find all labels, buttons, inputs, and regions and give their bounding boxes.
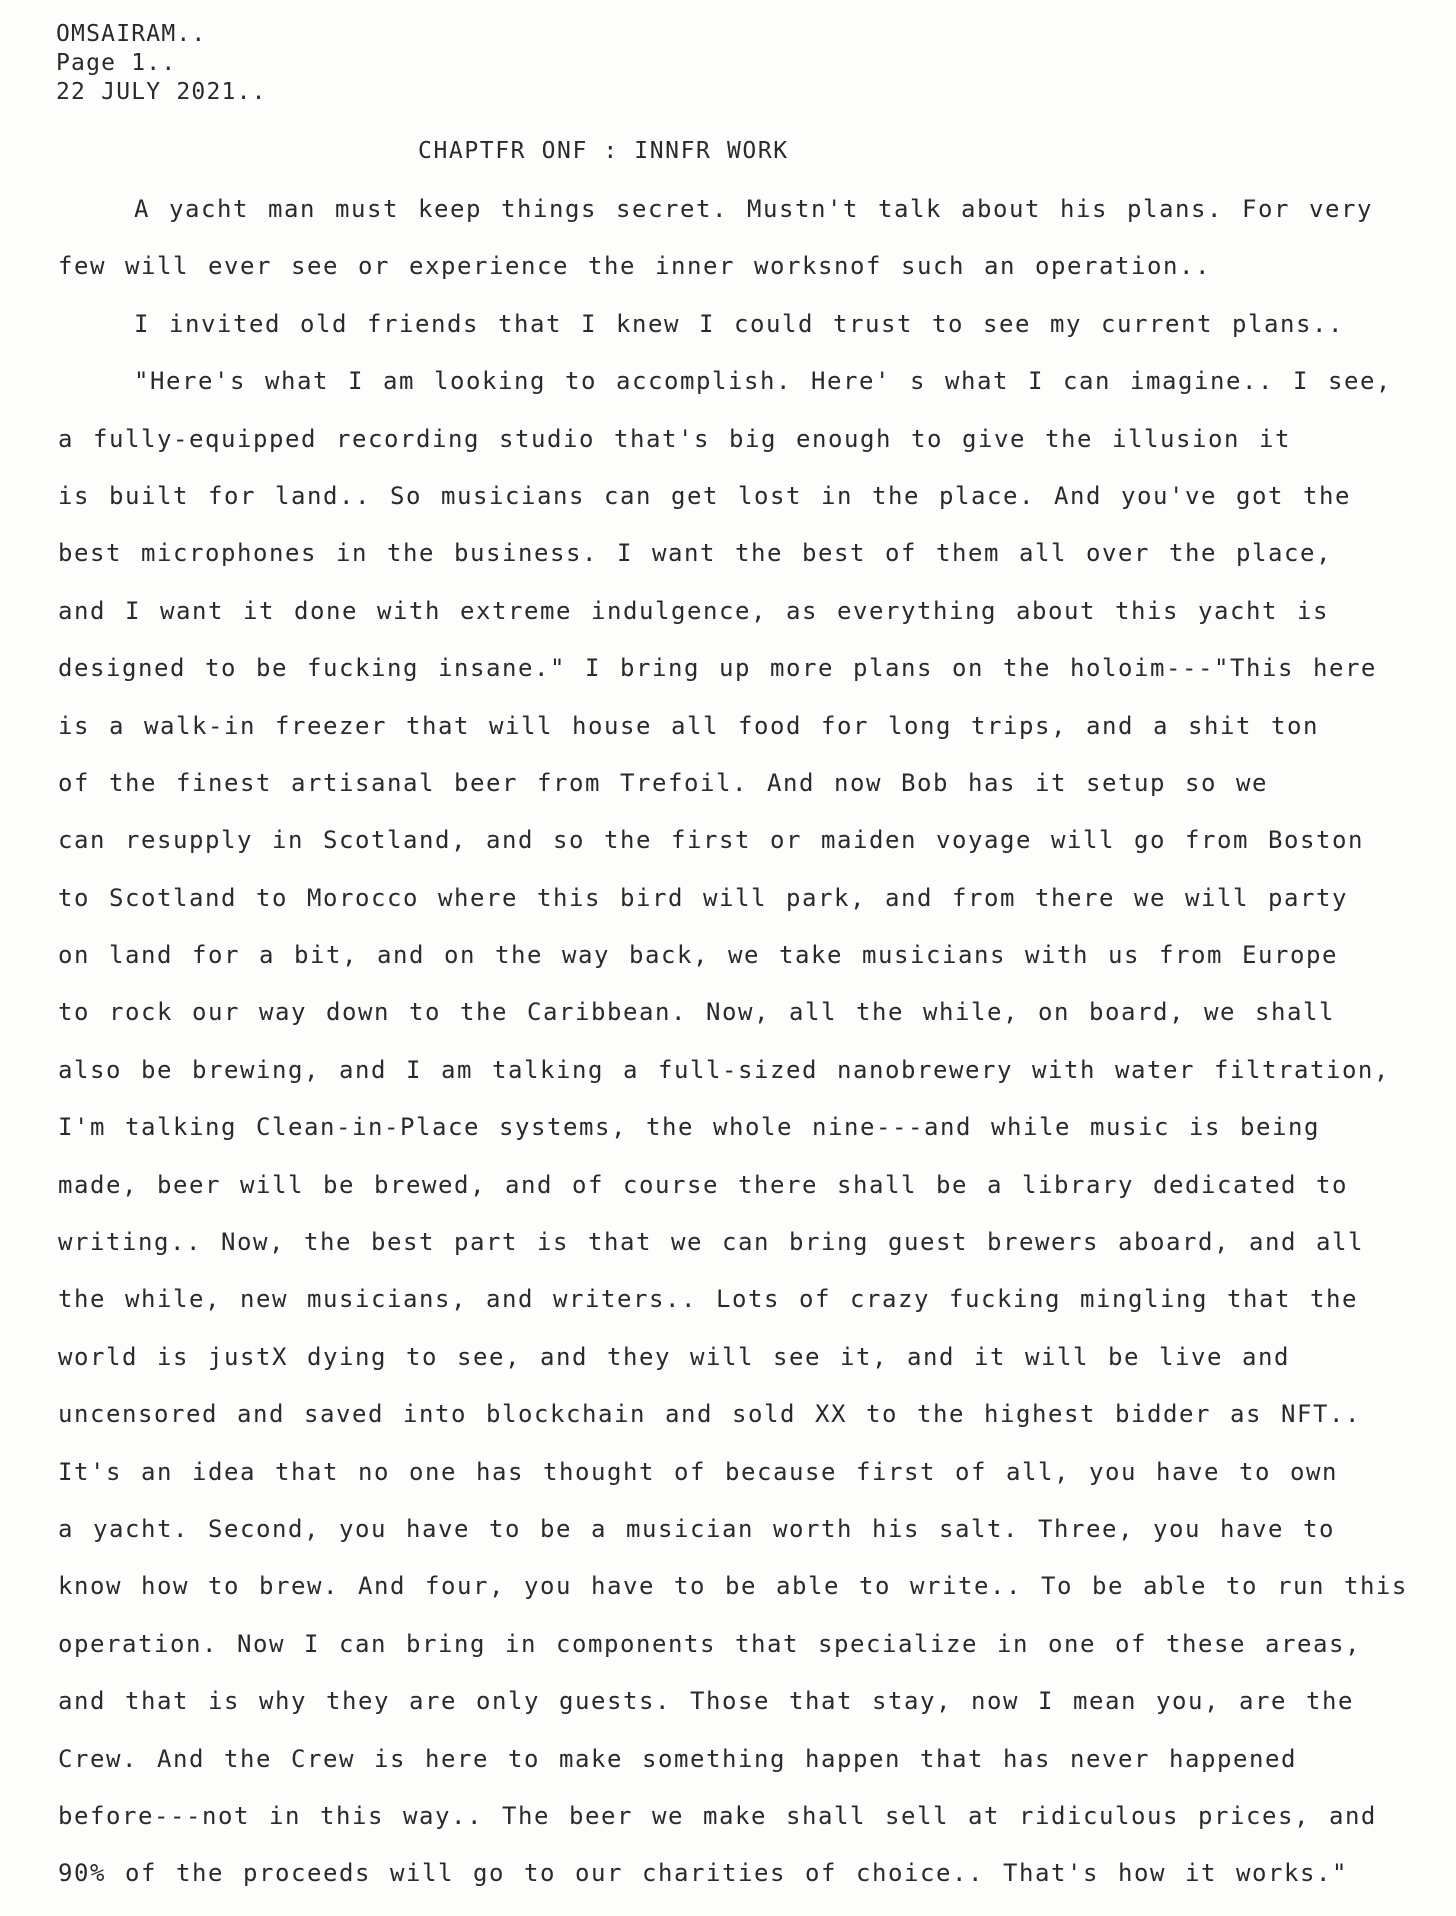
text-line: made, beer will be brewed, and of course there shall be a library dedicated to bbox=[58, 1170, 1348, 1199]
header-line-2: Page 1.. bbox=[56, 50, 177, 76]
body-text bbox=[58, 194, 1448, 1916]
header-line-3: 22 JULY 2021.. bbox=[56, 79, 267, 105]
text-line: operation. Now I can bring in components that specialize in one of these areas, bbox=[58, 1629, 1361, 1658]
chapter-title: CHAPTFR ONF : INNFR WORK bbox=[418, 138, 789, 164]
text-line: also be brewing, and I am talking a full-sized nanobrewery with water filtration, bbox=[58, 1055, 1390, 1084]
text-line: to rock our way down to the Caribbean. Now, all the while, on board, we shall bbox=[58, 998, 1335, 1027]
text-line: Crew. And the Crew is here to make something happen that has never happened bbox=[58, 1744, 1297, 1773]
text-line: I invited old friends that I knew I could trust to see my current plans.. bbox=[58, 309, 1344, 338]
text-line: know how to brew. And four, you have to be able to write.. To be able to run this bbox=[58, 1572, 1408, 1601]
header-line-1: OMSAIRAM.. bbox=[56, 21, 207, 47]
text-line: 90% of the proceeds will go to our charities of choice.. That's how it works." bbox=[58, 1859, 1348, 1888]
text-line: world is justX dying to see, and they will see it, and it will be live and bbox=[58, 1342, 1290, 1371]
text-line: to Scotland to Morocco where this bird will park, and from there we will party bbox=[58, 883, 1348, 912]
text-line: A yacht man must keep things secret. Mustn't talk about his plans. For very bbox=[58, 195, 1373, 223]
text-line: on land for a bit, and on the way back, we take musicians with us from Europe bbox=[58, 941, 1338, 970]
text-line: before---not in this way.. The beer we make shall sell at ridiculous prices, and bbox=[58, 1801, 1377, 1830]
text-line: "Here's what I am looking to accomplish. Here' s what I can imagine.. I see, bbox=[58, 367, 1392, 396]
text-line: and that is why they are only guests. Those that stay, now I mean you, are the bbox=[58, 1687, 1354, 1716]
text-line: and I want it done with extreme indulgence, as everything about this yacht is bbox=[58, 596, 1329, 625]
text-line: It's an idea that no one has thought of because first of all, you have to own bbox=[58, 1457, 1338, 1486]
text-line: a yacht. Second, you have to be a musician worth his salt. Three, you have to bbox=[58, 1514, 1335, 1543]
page-header bbox=[56, 20, 267, 107]
text-line: the while, new musicians, and writers.. Lots of crazy fucking mingling that the bbox=[58, 1285, 1358, 1314]
text-line: designed to be fucking insane." I bring up more plans on the holoim---"This here bbox=[58, 654, 1377, 683]
text-line: of the finest artisanal beer from Trefoil. And now Bob has it setup so we bbox=[58, 768, 1268, 797]
text-line: can resupply in Scotland, and so the first or maiden voyage will go from Boston bbox=[58, 826, 1364, 855]
text-line: few will ever see or experience the inner worksnof such an operation.. bbox=[58, 252, 1211, 281]
text-line: is a walk-in freezer that will house all food for long trips, and a shit ton bbox=[58, 711, 1319, 740]
text-line: a fully-equipped recording studio that's big enough to give the illusion it bbox=[58, 424, 1291, 453]
text-line: is built for land.. So musicians can get lost in the place. And you've got the bbox=[58, 481, 1351, 510]
text-line: best microphones in the business. I want the best of them all over the place, bbox=[58, 539, 1332, 568]
text-line: uncensored and saved into blockchain and sold XX to the highest bidder as NFT.. bbox=[58, 1400, 1361, 1429]
text-line: I'm talking Clean-in-Place systems, the whole nine---and while music is being bbox=[58, 1113, 1320, 1142]
text-line: writing.. Now, the best part is that we can bring guest brewers aboard, and all bbox=[58, 1228, 1364, 1257]
